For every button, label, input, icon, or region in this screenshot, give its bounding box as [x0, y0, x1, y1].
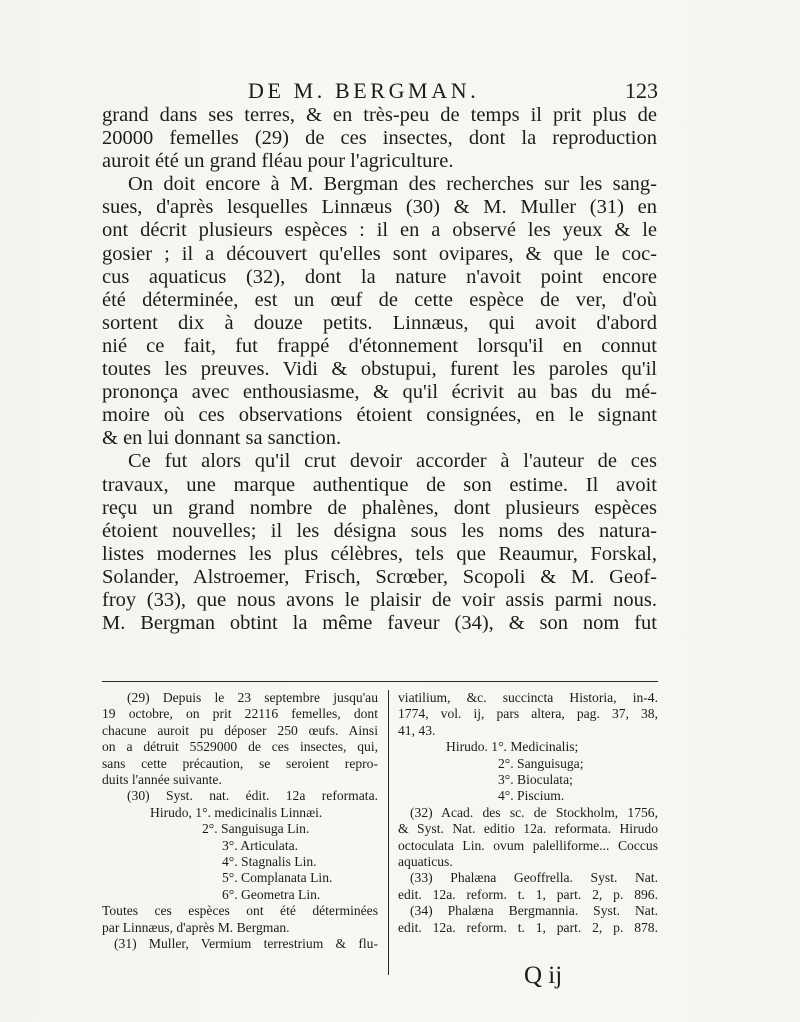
text-line: 20000 femelles (29) de ces insectes, dont la reproduction — [102, 127, 657, 150]
footnote-line: duits l'année suivante. — [102, 772, 222, 788]
column-divider — [388, 690, 389, 975]
footnote-line: aquaticus. — [398, 854, 453, 870]
footnote-line: 3°. Bioculata; — [498, 772, 573, 788]
footnote-line: 1774, vol. ij, pars altera, pag. 37, 38, — [398, 706, 658, 722]
page-number: 123 — [625, 78, 658, 103]
footnote-line: (31) Muller, Vermium terrestrium & flu- — [114, 936, 378, 952]
text-line: sortent dix à douze petits. Linnæus, qui avoit d'abord — [102, 311, 657, 334]
text-line: gosier ; il a découvert qu'elles sont ovipares, & que le coc- — [102, 242, 657, 265]
footnote-line: par Linnæus, d'après M. Bergman. — [102, 919, 290, 935]
footnote-line: 2°. Sanguisuga Lin. — [202, 821, 310, 837]
text-line: listes modernes les plus célèbres, tels que Reaumur, Forskal, — [102, 542, 657, 565]
text-line: reçu un grand nombre de phalènes, dont plusieurs espèces — [102, 496, 657, 519]
footnote-line: (34) Phalæna Bergmannia. Syst. Nat. — [410, 903, 658, 919]
footnote-line: 4°. Piscium. — [498, 788, 565, 804]
main-text — [102, 104, 657, 635]
text-line: travaux, une marque authentique de son estime. Il avoit — [102, 473, 657, 496]
text-line: toutes les preuves. Vidi & obstupui, furent les paroles qu'il — [102, 358, 657, 381]
footnote-line: Toutes ces espèces ont été déterminées — [102, 903, 378, 919]
text-line: prononça avec enthousiasme, & qu'il écrivit au bas du mé- — [102, 381, 657, 404]
text-line: froy (33), que nous avons le plaisir de voir assis parmi nous. — [102, 588, 657, 611]
footnote-line: (30) Syst. nat. édit. 12a reformata. — [127, 788, 378, 804]
text-line: sues, d'après lesquelles Linnæus (30) & M. Muller (31) en — [102, 196, 657, 219]
text-line: auroit été un grand fléau pour l'agriculture. — [102, 150, 454, 173]
running-title: DE M. BERGMAN. — [248, 78, 480, 103]
footnote-line: (32) Acad. des sc. de Stockholm, 1756, — [410, 804, 658, 820]
footnotes-left-column — [102, 690, 378, 953]
text-line: grand dans ses terres, & en très-peu de temps il prit plus de — [102, 104, 657, 126]
footnote-line: & Syst. Nat. editio 12a. reformata. Hirudo — [398, 821, 658, 837]
text-line: été déterminée, est un œuf de cette espèce de ver, d'où — [102, 288, 657, 311]
signature-mark: Q ij — [524, 962, 563, 989]
footnote-line: edit. 12a. reform. t. 1, part. 2, p. 896. — [398, 886, 658, 902]
footnote-line: edit. 12a. reform. t. 1, part. 2, p. 878. — [398, 919, 658, 935]
footnote-line: 6°. Geometra Lin. — [222, 886, 321, 902]
footnote-line: viatilium, &c. succincta Historia, in-4. — [398, 690, 658, 705]
footnote-line: (33) Phalæna Geoffrella. Syst. Nat. — [410, 870, 658, 886]
text-line: étoient nouvelles; il les désigna sous les noms des natura- — [102, 519, 657, 542]
text-line: & en lui donnant sa sanction. — [102, 427, 342, 450]
footnote-line: Hirudo, 1°. medicinalis Linnæi. — [150, 804, 323, 820]
footnotes-right-column — [398, 690, 658, 936]
footnote-line: 41, 43. — [398, 722, 436, 738]
text-line: moire où ces observations étoient consignées, en le signant — [102, 404, 657, 427]
footnote-divider — [102, 681, 658, 682]
footnote-line: on a détruit 5529000 de ces insectes, qui, — [102, 739, 378, 755]
text-line: M. Bergman obtint la même faveur (34), & son nom fut — [102, 612, 657, 635]
footnote-line: 5°. Complanata Lin. — [222, 870, 333, 886]
footnote-line: 2°. Sanguisuga; — [498, 755, 584, 771]
footnote-line: 19 octobre, on prit 22116 femelles, dont — [102, 706, 378, 722]
text-line: nié ce fait, fut frappé d'étonnement lorsqu'il en connut — [102, 334, 657, 357]
text-line: Ce fut alors qu'il crut devoir accorder à l'auteur de ces — [128, 450, 657, 473]
text-line: cus aquaticus (32), dont la nature n'avoit point encore — [102, 265, 657, 288]
text-line: Solander, Alstroemer, Frisch, Scrœber, Scopoli & M. Geof- — [102, 565, 657, 588]
text-line: ont décrit plusieurs espèces : il en a observé les yeux & le — [102, 219, 657, 242]
footnote-line: chacune auroit pu déposer 250 œufs. Ainsi — [102, 722, 378, 738]
text-line: On doit encore à M. Bergman des recherches sur les sang- — [128, 173, 657, 196]
footnote-line: Hirudo. 1°. Medicinalis; — [446, 739, 579, 755]
footnote-line: (29) Depuis le 23 septembre jusqu'au — [127, 690, 378, 705]
footnote-line: sans cette précaution, se seroient repro- — [102, 755, 378, 771]
footnote-line: 3°. Articulata. — [222, 837, 299, 853]
footnote-line: 4°. Stagnalis Lin. — [222, 854, 317, 870]
footnote-line: octoculata Lin. ovum palelliforme... Coccus — [398, 837, 658, 853]
